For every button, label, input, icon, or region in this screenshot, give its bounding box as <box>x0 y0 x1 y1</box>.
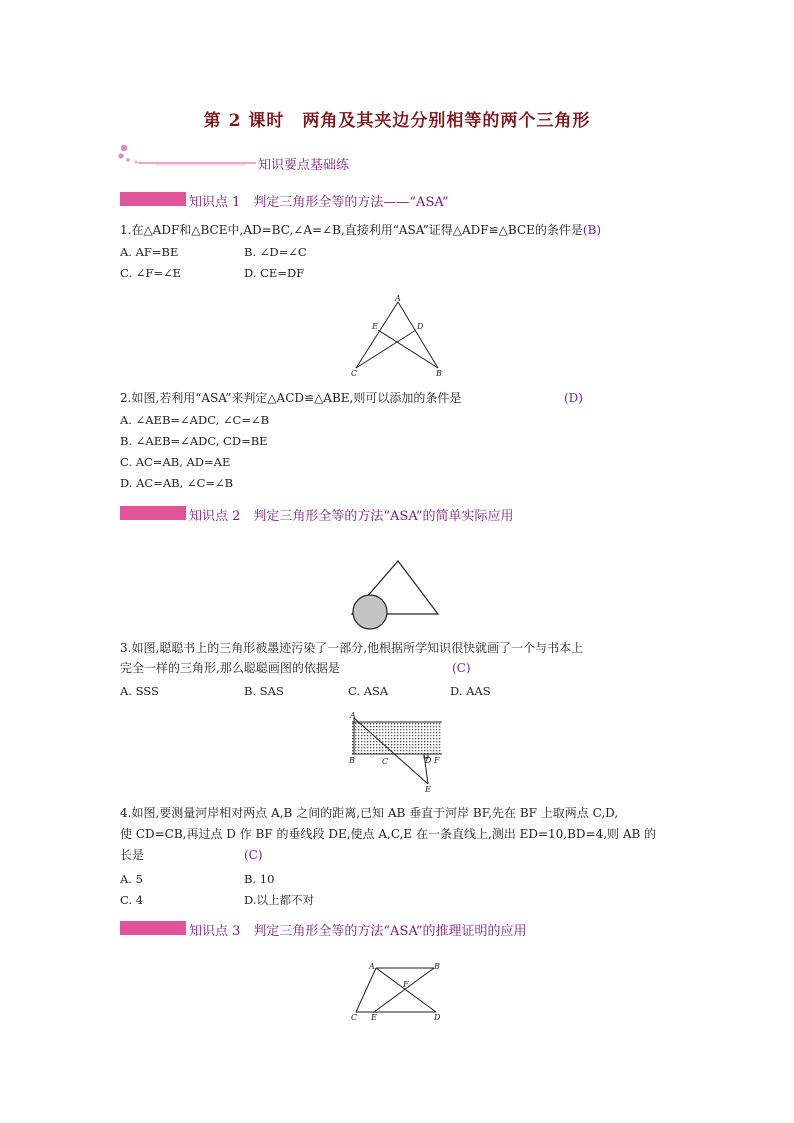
option-b: B. ∠D=∠C <box>244 245 307 259</box>
question-line-1: 3.如图,聪聪书上的三角形被墨迹污染了一部分,他根据所学知识很快就画了一个与书本上 <box>120 641 584 655</box>
section-heading: 知识要点基础练 <box>258 158 350 173</box>
figure-4 <box>346 708 448 794</box>
option-c: C. ∠F=∠E <box>120 266 181 280</box>
label-a: A <box>350 711 356 720</box>
section-decoration <box>116 142 266 170</box>
river <box>352 722 442 754</box>
option-c: C. ASA <box>348 684 389 698</box>
option-a: A. AF=BE <box>120 245 179 259</box>
question-line-1: 4.如图,要测量河岸相对两点 A,B 之间的距离,已知 AB 垂直于河岸 BF,先在 BF 上取两点 C,D, <box>120 806 619 820</box>
question-2 <box>120 388 680 488</box>
question-stem: 2.如图,若利用“ASA”来判定△ACD≌△ABE,则可以添加的条件是 <box>120 391 462 405</box>
kp-bar <box>120 192 186 206</box>
figure-3 <box>350 558 442 632</box>
option-c: C. 4 <box>120 893 144 907</box>
option-b: B. ∠AEB=∠ADC, CD=BE <box>120 434 268 448</box>
ink-blot <box>353 595 387 629</box>
label-e: E <box>425 785 431 794</box>
option-a: A. ∠AEB=∠ADC, ∠C=∠B <box>120 413 270 427</box>
answer: (C) <box>452 661 471 675</box>
option-d: D. AAS <box>450 684 491 698</box>
knowledge-point-3 <box>120 920 780 938</box>
label-f: F <box>434 756 440 765</box>
option-a: A. SSS <box>120 684 159 698</box>
label-b: B <box>349 756 355 765</box>
figure-1 <box>350 292 450 378</box>
kp-bar <box>120 506 186 520</box>
question-line-2: 使 CD=CB,再过点 D 作 BF 的垂线段 DE,使点 A,C,E 在一条直线上,测出 ED=10,BD=4,则 AB 的 <box>120 827 657 841</box>
option-d: D.以上都不对 <box>244 893 314 907</box>
label-a: A <box>369 962 375 971</box>
option-b: B. SAS <box>244 684 284 698</box>
kp-label: 知识点 1 判定三角形全等的方法——“ASA” <box>189 195 449 210</box>
kp-label: 知识点 2 判定三角形全等的方法“ASA”的简单实际应用 <box>189 509 514 524</box>
label-f: F <box>403 980 409 989</box>
label-c: C <box>351 369 358 378</box>
kp-label: 知识点 3 判定三角形全等的方法“ASA”的推理证明的应用 <box>189 924 527 939</box>
question-line-3: 长是 <box>120 848 145 862</box>
label-c: C <box>351 1013 358 1022</box>
page-title: 第 2 课时 两角及其夹边分别相等的两个三角形 <box>203 111 591 131</box>
question-stem: 1.在△ADF和△BCE中,AD=BC,∠A=∠B,直接利用“ASA”证得△ADF≌△BCE的条件是 <box>120 223 583 237</box>
label-b: B <box>436 369 442 378</box>
option-b: B. 10 <box>244 872 275 886</box>
label-e: E <box>371 1013 377 1022</box>
knowledge-point-1 <box>120 191 780 209</box>
question-1 <box>120 220 680 290</box>
option-d: D. AC=AB, ∠C=∠B <box>120 476 234 490</box>
label-d: D <box>434 1013 441 1022</box>
option-c: C. AC=AB, AD=AE <box>120 455 231 469</box>
label-b: B <box>434 962 440 971</box>
answer: (D) <box>564 391 583 405</box>
answer: (C) <box>244 848 263 862</box>
figure-5 <box>346 958 450 1024</box>
answer: (B) <box>582 223 602 237</box>
option-d: D. CE=DF <box>244 266 305 280</box>
knowledge-point-2 <box>120 505 780 523</box>
label-d: D <box>417 322 424 331</box>
kp-bar <box>120 921 186 935</box>
label-e: E <box>372 322 378 331</box>
question-line-2: 完全一样的三角形,那么聪聪画图的依据是 <box>120 661 340 675</box>
question-3 <box>120 638 720 698</box>
label-d: D <box>425 756 432 765</box>
label-c: C <box>382 757 389 766</box>
option-a: A. 5 <box>120 872 143 886</box>
label-a: A <box>395 294 401 303</box>
question-4 <box>120 803 740 913</box>
